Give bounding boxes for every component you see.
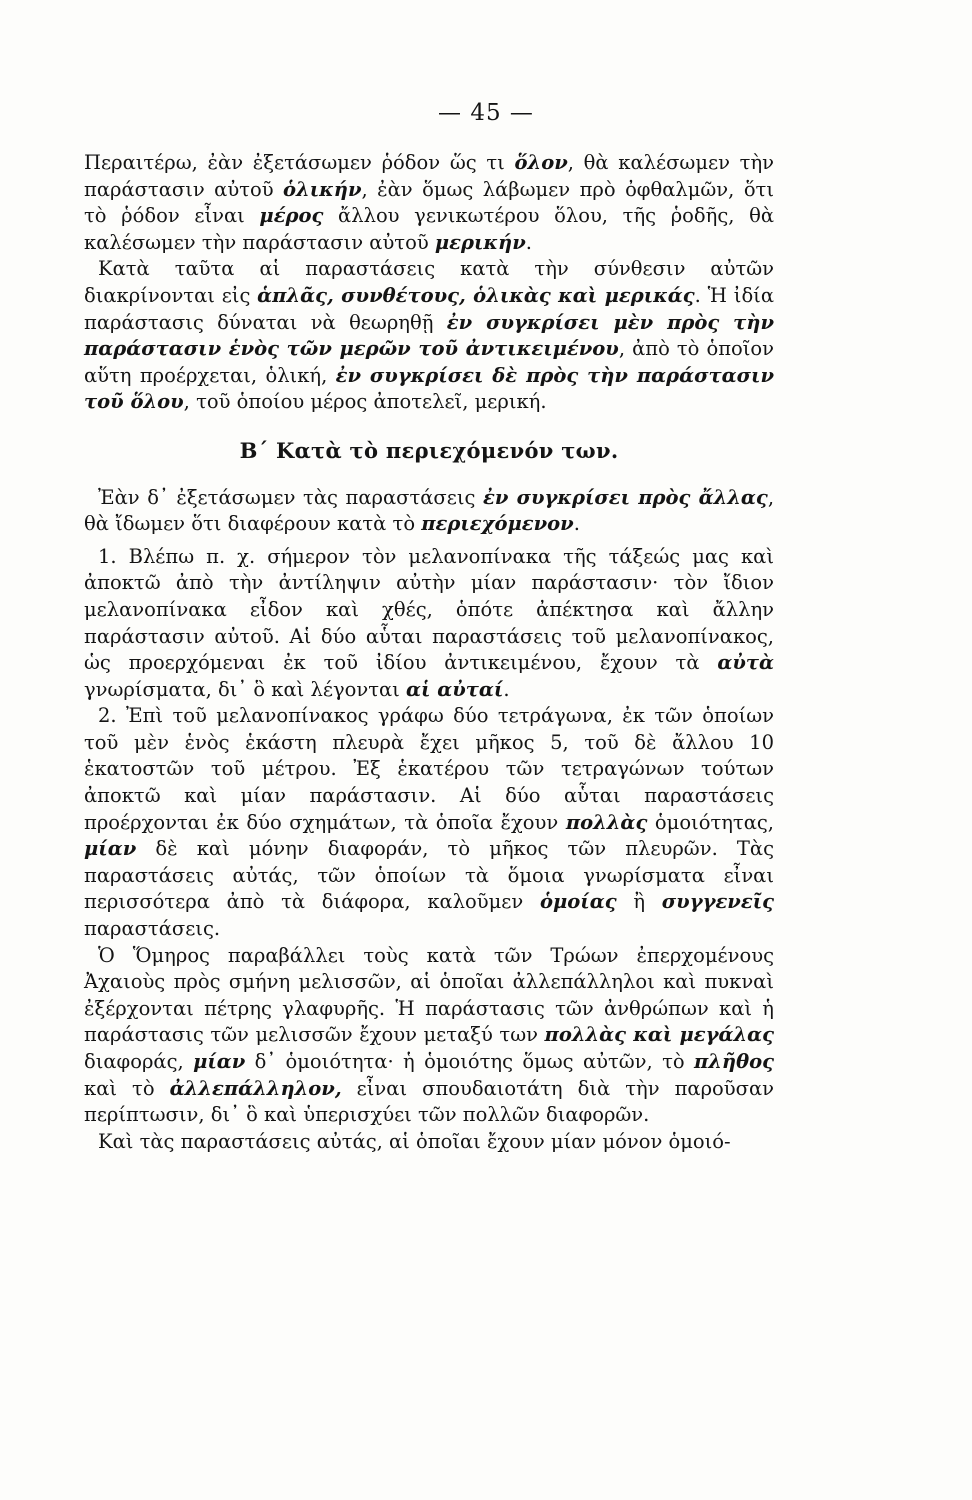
emphasis: πολλὰς καὶ μεγάλας (544, 1023, 775, 1047)
emphasis: μίαν (193, 1050, 246, 1073)
text-run: Ἐὰν δ᾽ ἐξετάσωμεν τὰς παραστάσεις (98, 485, 484, 509)
emphasis: μέρος (259, 204, 324, 228)
emphasis: ἁπλᾶς, συνθέτους, ὁλικὰς καὶ μερικάς (257, 283, 695, 307)
emphasis: ἐν συγκρίσει δὲ πρὸς τὴν παράστασιν τοῦ ὅλου (84, 363, 774, 414)
paragraph-6 (84, 943, 774, 1129)
text-run: , θὰ καλέσωμεν τὴν παράστασιν αὐτοῦ (84, 151, 774, 201)
emphasis: πολλὰς (565, 810, 648, 834)
section-heading: Β΄ Κατὰ τὸ περιεχόμενόν των. (239, 437, 619, 463)
paragraph-3 (84, 485, 774, 538)
text-run: . Ἡ ἰδία παράστασις δύναται νὰ θεωρηθῇ (84, 283, 774, 334)
paragraph-2 (84, 256, 774, 416)
emphasis: συγγενεῖς (661, 890, 774, 914)
paragraph-7 (84, 1129, 774, 1156)
emphasis: περιεχόμενον (421, 512, 574, 536)
text-run: Ὁ Ὅμηρος παραβάλλει τοὺς κατὰ τῶν Τρώων ἐπερχομένους Ἀχαιοὺς πρὸς σμήνη μελισσῶν, αἱ ὁποῖαι ἀλλεπάλληλοι καὶ πυκναὶ ἐξέρχονται πέτρης γλαφυρῆς. Ἡ παράστασις τῶν ἀνθρώπων καὶ ἡ παράστασις τῶν μελισσῶν ἔχουν μεταξύ των (84, 943, 774, 1047)
emphasis: αἱ αὐταί (406, 677, 504, 701)
text-run: . (573, 512, 580, 536)
text-run: , ἀπὸ τὸ ὁποῖον αὕτη προέρχεται, ὁλική, (84, 337, 774, 387)
paragraph-5 (84, 703, 774, 942)
emphasis: πλῆθος (693, 1050, 774, 1073)
text-run: δ᾽ ὁμοιότητα· ἡ ὁμοιότης ὅμως αὐτῶν, τὸ (245, 1050, 694, 1073)
text-run: Καὶ τὰς παραστάσεις αὐτάς, αἱ ὁποῖαι ἔχουν μίαν μόνον ὁμοιό- (98, 1129, 731, 1153)
emphasis: μίαν (84, 837, 137, 861)
emphasis: ἀλλεπάλληλον, (169, 1076, 342, 1100)
text-run: ἄλλου γενικωτέρου ὅλου, τῆς ῥοδῆς, θὰ καλέσωμεν τὴν παράστασιν αὐτοῦ (84, 204, 774, 254)
text-run: διαφοράς, (84, 1050, 194, 1073)
body-text (84, 150, 774, 1155)
text-run: , ἐὰν ὅμως λάβωμεν πρὸ ὀφθαλμῶν, ὅτι τὸ ῥόδον εἶναι (84, 177, 774, 228)
text-run: , τοῦ ὁποίου μέρος ἀποτελεῖ, μερική. (183, 390, 547, 414)
text-run: Περαιτέρω, ἐὰν ἐξετάσωμεν ῥόδον ὥς τι (84, 151, 515, 174)
text-run: καὶ τὸ (84, 1076, 170, 1100)
emphasis: ἐν συγκρίσει μὲν πρὸς τὴν παράστασιν ἑνὸς τῶν μερῶν τοῦ ἀντικειμένου (84, 310, 774, 361)
emphasis: αὐτὰ (717, 651, 774, 675)
page-number: — 45 — (438, 100, 534, 126)
emphasis: ἐν συγκρίσει πρὸς ἄλλας (483, 485, 768, 509)
emphasis: ὁλικήν (283, 177, 362, 201)
text-run: ἢ (616, 890, 662, 914)
emphasis: ὅλον (514, 151, 568, 174)
emphasis: μερικήν (434, 230, 526, 254)
text-run: δὲ καὶ μόνην διαφοράν, τὸ μῆκος τῶν πλευρῶν. Τὰς παραστάσεις αὐτάς, τῶν ὁποίων τὰ ὅμοια γνωρίσματα εἶναι περισσότερα ἀπὸ τὰ διάφορα, καλοῦμεν (84, 837, 774, 914)
text-run: ὁμοιότητας, (647, 810, 774, 834)
text-run: . (503, 677, 510, 701)
text-run: γνωρίσματα, δι᾽ ὃ καὶ λέγονται (84, 677, 407, 701)
emphasis: ὁμοίας (540, 890, 617, 914)
text-run: 1. Βλέπω π. χ. σήμερον τὸν μελανοπίνακα τῆς τάξεώς μας καὶ ἀποκτῶ ἀπὸ τὴν ἀντίληψιν αὐτὴν μίαν παράστασιν· τὸν ἴδιον μελανοπίνακα εἶδον καὶ χθές, ὁπότε ἀπέκτησα καὶ ἄλλην παράστασιν αὐτοῦ. Αἱ δύο αὗται παραστάσεις τοῦ μελανοπίνακος, ὡς προερχόμεναι ἐκ τοῦ ἰδίου ἀντικειμένου, ἔχουν τὰ (84, 544, 774, 675)
text-run: , θὰ ἴδωμεν ὅτι διαφέρουν κατὰ τὸ (84, 485, 775, 536)
paragraph-4 (84, 544, 774, 704)
text-run: 2. Ἐπὶ τοῦ μελανοπίνακος γράφω δύο τετράγωνα, ἐκ τῶν ὁποίων τοῦ μὲν ἑνὸς ἑκάστη πλευρὰ ἔχει μῆκος 5, τοῦ δὲ ἄλλου 10 ἑκατοστῶν τοῦ μέτρου. Ἐξ ἑκατέρου τῶν τετραγώνων τούτων ἀποκτῶ καὶ μίαν παράστασιν. Αἱ δύο αὗται παραστάσεις προέρχονται ἐκ δύο σχημάτων, τὰ ὁποῖα ἔχουν (84, 704, 774, 834)
text-run: παραστάσεις. (84, 917, 221, 941)
paragraph-1 (84, 150, 774, 256)
text-run: Κατὰ ταῦτα αἱ παραστάσεις κατὰ τὴν σύνθεσιν αὐτῶν διακρίνονται εἰς (84, 257, 774, 307)
text-run: εἶναι σπουδαιοτάτη διὰ τὴν παροῦσαν περίπτωσιν, δι᾽ ὃ καὶ ὑπερισχύει τῶν πολλῶν διαφορῶν. (84, 1076, 774, 1127)
text-run: . (525, 230, 532, 254)
